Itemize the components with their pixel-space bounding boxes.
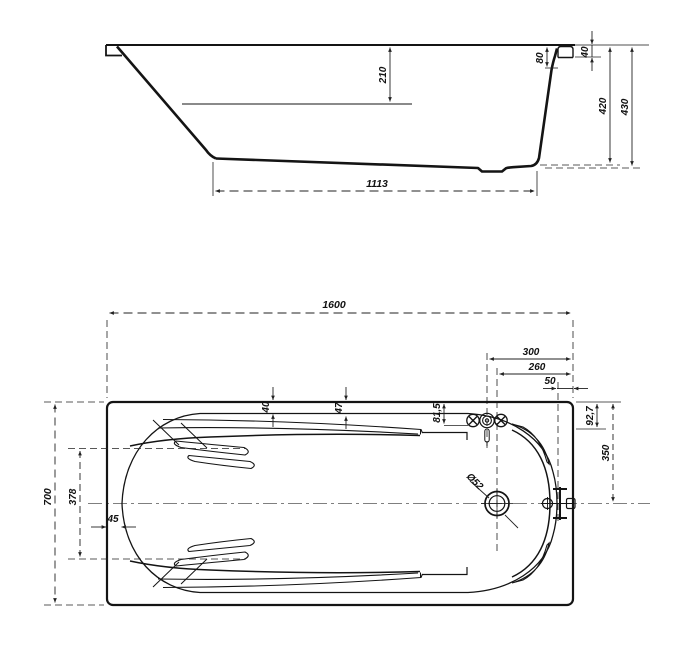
dim-rim-a-label: 40 — [261, 401, 272, 413]
dim-rim-lip-label: 40 — [580, 46, 591, 58]
dim-inner-height-label: 420 — [598, 97, 609, 115]
plan-bottom-band-lower — [158, 573, 418, 579]
plan-view — [42, 299, 650, 605]
dim-faucet-offset-label: 300 — [522, 347, 540, 358]
plan-top-band-upper — [163, 420, 423, 434]
dim-total-height — [545, 48, 643, 169]
side-left-wall — [117, 47, 216, 159]
dim-wall-offset-label: 45 — [107, 514, 119, 525]
dim-half-width — [601, 404, 613, 502]
dim-jet-offset-label: 260 — [528, 362, 546, 373]
drain — [464, 471, 518, 528]
dim-overflow-offset — [543, 376, 588, 389]
side-view — [106, 31, 649, 196]
dim-half-width-label: 350 — [601, 444, 612, 462]
plan-top-band-lower — [158, 428, 418, 434]
dim-bottom-length-label: 1113 — [366, 178, 388, 190]
dim-corner-inset-label: 92,7 — [585, 406, 596, 426]
dim-bottom-length — [213, 162, 537, 196]
drain-diameter-label: Ø52 — [463, 471, 486, 493]
dim-jet-offset — [500, 362, 571, 374]
side-right-lip — [558, 47, 573, 58]
dim-corner-inset — [576, 402, 621, 429]
dim-total-height-label: 430 — [620, 98, 631, 116]
dim-faucet-offset — [490, 347, 571, 359]
dim-overflow-offset-label: 50 — [544, 376, 556, 387]
plan-bottom-jet-panel-edge — [422, 567, 467, 575]
dim-jet-inset-label: 81,5 — [432, 403, 443, 423]
jet-control-left — [467, 414, 479, 426]
dim-water-depth-label: 210 — [378, 66, 389, 84]
dim-rim-drop-label: 80 — [535, 52, 546, 64]
dim-inner-width-label: 378 — [68, 488, 79, 506]
dim-jet-inset — [432, 403, 468, 426]
dim-rim-lip — [575, 31, 601, 71]
dim-rim-b — [334, 387, 346, 429]
dim-length-label: 1600 — [322, 299, 346, 311]
dim-water-depth — [378, 48, 390, 102]
plan-bottom-band-upper — [163, 574, 423, 588]
dim-wall-offset — [91, 514, 136, 527]
dim-rim-b-label: 47 — [334, 402, 345, 414]
dim-length — [107, 299, 573, 398]
dim-width-label: 700 — [42, 488, 54, 506]
jet-control-right — [495, 414, 507, 426]
plan-inner-rim — [122, 414, 557, 593]
plan-top-jet-panel-edge — [422, 433, 467, 441]
